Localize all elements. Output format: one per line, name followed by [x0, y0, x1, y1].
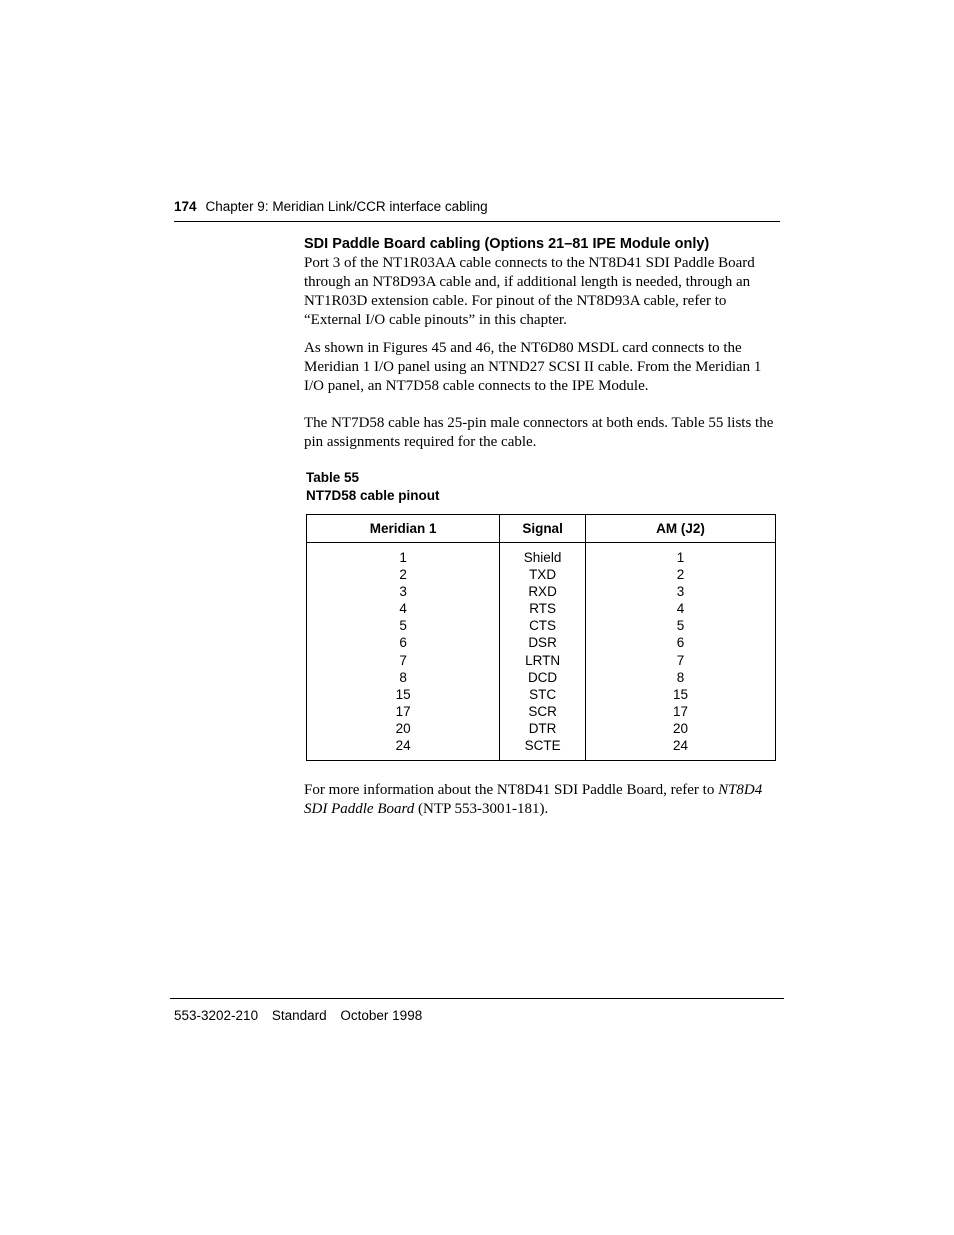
cell-am-j2: 5 — [676, 618, 685, 634]
cell-am-j2: 1 — [676, 550, 685, 565]
cell-signal: SCR — [528, 703, 557, 719]
header-divider — [174, 221, 780, 222]
cell-signal: Shield — [523, 550, 562, 565]
cell-am-j2: 7 — [676, 652, 685, 668]
page-number: 174 — [174, 199, 197, 214]
paragraph-3: The NT7D58 cable has 25-pin male connectors at both ends. Table 55 lists the pin assignments required for the cable. — [304, 415, 774, 450]
cell-meridian1: 15 — [395, 686, 411, 702]
closing-ntp: (NTP 553-3001-181). — [414, 801, 549, 818]
column-am-j2 — [585, 543, 775, 761]
header-meridian1: Meridian 1 — [307, 515, 500, 543]
closing-text: For more information about the NT8D41 SDI Paddle Board, refer to — [304, 782, 719, 799]
table-label: Table 55 — [306, 470, 360, 485]
reference-title: NT8D4 SDI Paddle Board — [304, 782, 763, 818]
closing-paragraph — [304, 781, 784, 819]
pinout-table — [306, 514, 776, 761]
page-footer — [174, 1008, 432, 1023]
table-title: NT7D58 cable pinout — [306, 488, 440, 503]
page-header — [174, 199, 780, 214]
cell-signal: DTR — [528, 720, 557, 736]
cell-am-j2: 8 — [676, 669, 685, 685]
main-content — [304, 234, 784, 819]
cell-meridian1: 5 — [399, 618, 407, 634]
header-am-j2: AM (J2) — [585, 515, 775, 543]
cell-meridian1: 3 — [399, 584, 407, 600]
column-meridian1 — [307, 543, 500, 761]
paragraph-1: Port 3 of the NT1R03AA cable connects to the NT8D41 SDI Paddle Board through an NT8D93A cable and, if additional length is needed, through an NT1R03D extension cable. For pinout of the NT8D93A cable, refer to “External I/O cable pinouts” in this chapter. — [304, 255, 755, 328]
paragraph-2: As shown in Figures 45 and 46, the NT6D80 MSDL card connects to the Meridian 1 I/O panel using an NTND27 SCSI II cable. From the Meridian 1 I/O panel, an NT7D58 cable connects to the IPE Module. — [304, 340, 762, 394]
doc-number: 553-3202-210 — [174, 1008, 259, 1023]
cell-signal: RXD — [528, 584, 557, 600]
cell-meridian1: 20 — [395, 720, 411, 736]
cell-signal: CTS — [529, 618, 557, 634]
footer-divider — [170, 998, 784, 999]
cell-am-j2: 20 — [672, 720, 688, 736]
header-signal: Signal — [500, 515, 586, 543]
cell-signal: DSR — [528, 635, 557, 651]
table-caption — [306, 469, 784, 505]
cell-signal: TXD — [529, 567, 557, 583]
cell-meridian1: 7 — [399, 652, 407, 668]
cell-am-j2: 6 — [676, 635, 685, 651]
section-title: SDI Paddle Board cabling (Options 21–81 IPE Module only) — [304, 236, 710, 252]
cell-signal: RTS — [529, 601, 556, 617]
doc-status: Standard — [271, 1008, 327, 1023]
table-body-row — [307, 543, 776, 761]
cell-meridian1: 2 — [399, 567, 407, 583]
cell-meridian1: 24 — [395, 738, 411, 754]
cell-am-j2: 4 — [676, 601, 685, 617]
table-header-row — [307, 515, 776, 543]
chapter-title: Chapter 9: Meridian Link/CCR interface cabling — [205, 199, 488, 214]
cell-am-j2: 15 — [672, 686, 688, 702]
cell-am-j2: 2 — [676, 567, 685, 583]
cell-meridian1: 4 — [399, 601, 407, 617]
doc-date: October 1998 — [340, 1008, 423, 1023]
cell-am-j2: 3 — [676, 584, 685, 600]
cell-signal: STC — [529, 686, 557, 702]
cell-meridian1: 6 — [399, 635, 407, 651]
cell-am-j2: 24 — [672, 738, 688, 754]
cell-meridian1: 17 — [395, 703, 411, 719]
cell-signal: DCD — [527, 669, 558, 685]
cell-signal: LRTN — [525, 652, 561, 668]
cell-am-j2: 17 — [672, 703, 688, 719]
cell-meridian1: 1 — [399, 550, 407, 565]
cell-meridian1: 8 — [399, 669, 407, 685]
cell-signal: SCTE — [524, 738, 561, 754]
column-signal — [500, 543, 586, 761]
